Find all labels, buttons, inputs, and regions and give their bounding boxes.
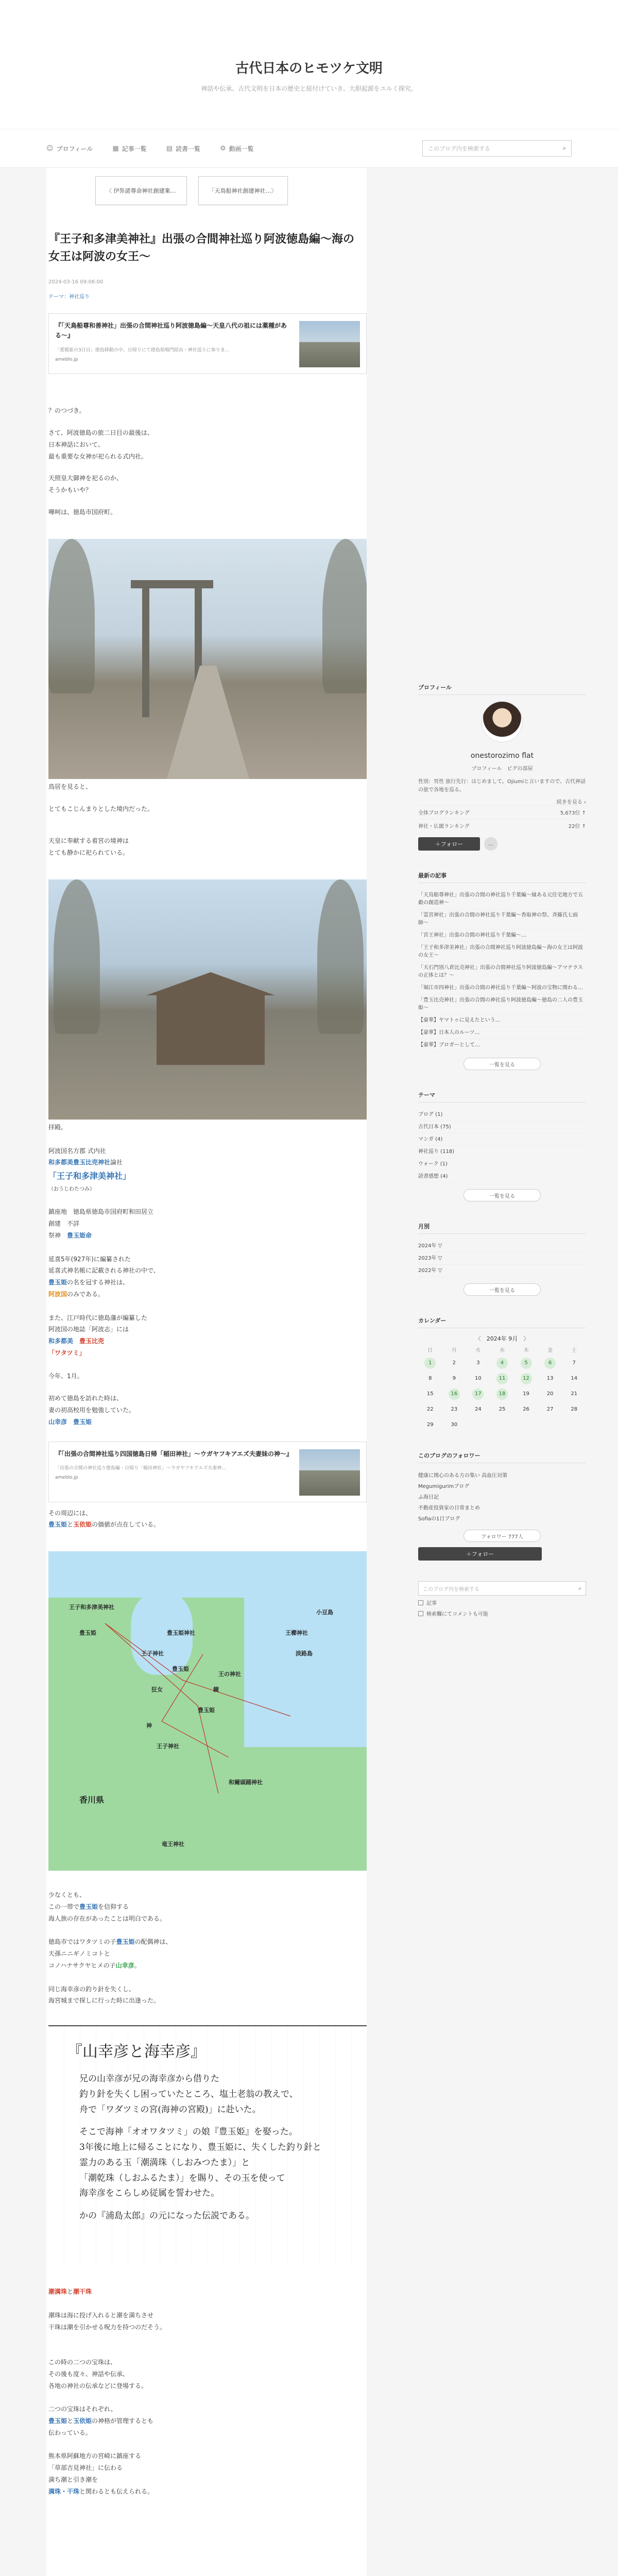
calendar-day: 13 xyxy=(546,1376,554,1381)
link-card-desc: 「出張の合間の神社巡り徳島編・日帰り「稲田神社」〜ウガヤフキアエズ夫妻神… xyxy=(55,1465,227,1471)
calendar-month-nav[interactable]: 〈 2024年 9月 〉 xyxy=(475,1335,529,1342)
calendar-day: 15 xyxy=(426,1391,434,1397)
recent-post-link[interactable]: 【豪華】日本人のルーツ… xyxy=(418,1027,586,1039)
follower-link[interactable]: Sofiaの1日ブログ xyxy=(418,1516,460,1522)
sidebar-search-input[interactable] xyxy=(418,1581,586,1596)
pager xyxy=(46,176,367,205)
tree-shape xyxy=(317,879,364,1034)
calendar-day: 24 xyxy=(475,1406,482,1412)
recent-post-link[interactable]: 「宮王神社」出張の合間の神社巡り千葉編〜… xyxy=(418,929,586,942)
paragraph-6 xyxy=(48,2286,367,2497)
ranking-label: 全体ブログランキング xyxy=(418,810,470,816)
highlight-text: 山幸彦 xyxy=(115,1962,134,1970)
text-line: 満ち潮と引き潮を xyxy=(48,2476,98,2483)
highlight-text: 玉依姫 xyxy=(73,2417,92,2425)
recent-posts-widget xyxy=(418,871,586,1070)
widget-title: 最新の記事 xyxy=(418,871,586,883)
text-line: 創建 不詳 xyxy=(48,1220,80,1228)
archive-year-toggle[interactable]: 2023年 ▽ xyxy=(418,1252,586,1265)
global-nav xyxy=(0,129,618,168)
link-card-title: 『「天鳥船尊和善神社」出張の合間神社巡り阿波徳島編〜天皇八代の祖には薬種がある〜』 xyxy=(55,322,287,340)
text-line: 海宮城まで探しに行った時に出逢った。 xyxy=(48,1997,160,2005)
search-icon[interactable]: ⌕ xyxy=(578,1585,581,1591)
theme-link[interactable]: 古代日本 (75) xyxy=(418,1121,586,1133)
gear-icon: ⚙ xyxy=(220,144,226,152)
ranking-value: 5,673位 ↑ xyxy=(560,810,586,816)
shrine-reading: （おうじわたつみ） xyxy=(48,1186,95,1192)
nav-videos[interactable] xyxy=(220,144,254,153)
option-label: 記事 xyxy=(426,1601,437,1606)
theme-link[interactable]: 神社巡り (118) xyxy=(418,1146,586,1158)
calendar-day: 21 xyxy=(571,1391,578,1397)
main-column xyxy=(46,168,367,2576)
paragraph-5 xyxy=(48,1889,367,2007)
text-line: 潮珠は海に投げ入れると潮を満ちさせ xyxy=(48,2311,154,2319)
nav-label: プロフィール xyxy=(56,145,93,152)
recent-posts-list xyxy=(418,889,586,1052)
text-span: 。 xyxy=(134,1962,141,1970)
text-line: 少なくとも、 xyxy=(48,1891,86,1899)
text-span: コノハナサクヤヒメの子 xyxy=(48,1962,116,1970)
avatar[interactable] xyxy=(482,701,523,742)
highlight-text: 阿波国 xyxy=(48,1290,67,1298)
text-line: その周辺には、 xyxy=(48,1509,92,1517)
calendar-weekday: 木 xyxy=(523,1348,529,1353)
text-line: 延喜式神名帳に記載される神社の中で、 xyxy=(48,1267,160,1275)
followers-count-button[interactable]: フォロワー 777人 xyxy=(464,1530,541,1542)
calendar-day: 3 xyxy=(476,1360,480,1366)
map-label: 豊玉姫 xyxy=(198,1707,215,1714)
shrine-name: 「王子和多津美神社」 xyxy=(48,1171,131,1181)
calendar-widget xyxy=(418,1316,586,1431)
map-label: 豊玉姫 xyxy=(172,1666,189,1673)
quote-line: 「潮乾珠（しおふるたま）」を賜り、その玉を使って xyxy=(79,2173,285,2183)
option-label: 検索欄にてコメントも可能 xyxy=(426,1612,488,1617)
search-option[interactable] xyxy=(418,1609,586,1617)
text-line: とても静かに祀られている。 xyxy=(48,849,129,857)
calendar-weekday: 水 xyxy=(499,1348,505,1353)
follow-button[interactable]: ＋フォロー xyxy=(418,1547,542,1561)
text-line xyxy=(48,496,367,506)
follower-link[interactable]: 健康に関心のある方の集い 高血圧対策 xyxy=(418,1473,508,1479)
text-line xyxy=(48,815,367,825)
calendar-grid xyxy=(418,1346,586,1431)
text-line: 鳥居を見ると、 xyxy=(48,783,92,790)
calendar-weekday: 金 xyxy=(547,1348,553,1353)
highlight-text: 和多都美豊玉比売神社 xyxy=(48,1159,111,1166)
text-line: とてもこじんまりとした境内だった。 xyxy=(48,805,154,812)
ranking-row[interactable] xyxy=(418,805,586,819)
map-label: 豊玉姫神社 xyxy=(167,1630,195,1637)
calendar-day: 26 xyxy=(523,1406,529,1412)
text-line: 天照皇大御神を祀るのか、 xyxy=(48,474,123,482)
quote-line: 兄の山幸彦が兄の海幸彦から借りた xyxy=(79,2074,219,2084)
view-all-button[interactable]: 一覧を見る xyxy=(464,1283,541,1296)
quote-line: そこで海神「オオワタツミ」の娘『豊玉姫』を娶った。 xyxy=(79,2127,298,2138)
paragraph-2 xyxy=(48,781,367,859)
text-line: 海人族の存在があったことは明白である。 xyxy=(48,1914,166,1922)
text-span: 論社 xyxy=(110,1159,123,1166)
highlight-text: 豊玉姫命 xyxy=(67,1231,92,1239)
text-line: そうかもいや？ xyxy=(48,486,92,494)
map-label: 小豆島 xyxy=(316,1609,333,1616)
calendar-day[interactable]: 11 xyxy=(496,1373,508,1384)
calendar-day: 19 xyxy=(523,1391,529,1397)
follower-link[interactable]: Megumigurimブログ xyxy=(418,1484,470,1489)
article xyxy=(46,231,367,2498)
calendar-day: 30 xyxy=(451,1422,458,1428)
ranking-label: 神社・仏閣ランキング xyxy=(418,824,470,829)
map-label: 香川県 xyxy=(79,1795,105,1805)
theme-link[interactable]: ブログ (1) xyxy=(418,1109,586,1121)
calendar-day: 8 xyxy=(428,1376,432,1381)
calendar-day: 25 xyxy=(499,1406,506,1412)
search-option[interactable] xyxy=(418,1599,586,1606)
calendar-day: 29 xyxy=(426,1422,434,1428)
map-label: 神 xyxy=(146,1722,152,1730)
calendar-day: 7 xyxy=(572,1360,576,1366)
theme-link[interactable]: ウォーク (1) xyxy=(418,1158,586,1171)
text-span: と xyxy=(67,2417,74,2425)
widget-title: このブログのフォロワー xyxy=(418,1451,586,1463)
profile-widget xyxy=(418,683,586,851)
calendar-weekday: 月 xyxy=(451,1348,457,1353)
text-line: さて、阿波徳島の旅二日目の最後は、 xyxy=(48,429,153,436)
paragraph-3 xyxy=(48,1122,367,1428)
nav-label: 記事一覧 xyxy=(122,145,147,152)
text-line: 天皇に奉献する着宮の境神は xyxy=(48,837,129,845)
calendar-day: 9 xyxy=(452,1376,456,1381)
search-widget xyxy=(418,1581,586,1617)
highlight-text: 満珠・干珠 xyxy=(48,2487,80,2495)
search-icon[interactable]: ⌕ xyxy=(562,145,566,151)
recent-post-link[interactable]: 「堀江市四神社」出張の合間の神社巡り千葉編〜阿波の宝物に関わる… xyxy=(418,982,586,994)
calendar-day[interactable]: 5 xyxy=(521,1358,532,1369)
map-label: 王の神社 xyxy=(218,1671,241,1678)
calendar-day[interactable]: 4 xyxy=(496,1358,508,1369)
highlight-text: 豊玉姫 xyxy=(73,1418,92,1426)
text-line: 二つの宝珠はそれぞれ、 xyxy=(48,2405,117,2413)
quote-line: 釣り針を失くし困っていたところ、塩土老翁の教えで、 xyxy=(79,2089,298,2099)
link-card-thumbnail xyxy=(299,321,360,367)
link-card-source: ameblo.jp xyxy=(55,1475,78,1480)
recent-post-link[interactable]: 「王子和多津美神社」出張の合間神社巡り阿波徳島編〜海の女王は阿波の女王〜 xyxy=(418,942,586,962)
text-span: と関わるとも伝えられる。 xyxy=(79,2487,154,2495)
quote-box xyxy=(48,2025,367,2267)
calendar-day: 14 xyxy=(571,1376,578,1381)
article-date: 2024-03-16 09:06:00 xyxy=(48,279,104,285)
category-link[interactable]: テーマ：神社巡り xyxy=(48,294,90,300)
photo-shrine xyxy=(48,879,367,1120)
text-line: 阿波国名方郡 式内社 xyxy=(48,1147,106,1155)
ranking-row[interactable] xyxy=(418,819,586,832)
profile-more-link[interactable]: 続きを見る › xyxy=(556,800,586,805)
shrine-shape xyxy=(146,972,275,1065)
text-span: の価値が点在している。 xyxy=(92,1521,160,1529)
widget-title: カレンダー xyxy=(418,1316,586,1328)
text-line: 「草部吉見神社」に伝わる xyxy=(48,2464,123,2472)
highlight-text: 豊玉姫 xyxy=(48,1521,67,1529)
view-all-button[interactable]: 一覧を見る xyxy=(464,1058,541,1070)
follow-button[interactable]: ＋フォロー xyxy=(418,837,480,851)
sidebar xyxy=(418,168,586,2576)
map-label: 鏡 xyxy=(213,1686,219,1693)
link-card-desc: 「愛媛旅の3日目」徳島移動の中、日帰りにて徳島県鳴門経由・神社巡りに参りま… xyxy=(55,347,230,353)
calendar-day: 22 xyxy=(426,1406,434,1412)
recent-post-link[interactable]: 「霊宮神社」出張の合間の神社巡り千葉編〜香取神の祭。斉藤氏七面師〜 xyxy=(418,909,586,929)
map-label: 和爾頭踊神社 xyxy=(229,1779,263,1786)
quote-line: 舟で「ワダツミの宮(海神の宮殿)」に赴いた。 xyxy=(79,2104,261,2115)
map-label: 狂女 xyxy=(151,1686,163,1693)
follow-row xyxy=(418,837,586,851)
theme-link[interactable]: 読書感想 (4) xyxy=(418,1171,586,1183)
link-card-body xyxy=(55,321,293,366)
highlight-text: 豊玉姫 xyxy=(116,1938,135,1946)
text-line: 初めて徳島を訪れた時は、 xyxy=(48,1395,123,1402)
text-line: 今年、1月。 xyxy=(48,1372,83,1380)
text-span: この一帯で xyxy=(48,1903,80,1911)
text-line: 日本神話において、 xyxy=(48,440,104,448)
highlight-text: 豊玉姫 xyxy=(79,1903,98,1911)
tree-shape xyxy=(54,879,100,1034)
text-span: の釣り針を失くし、 xyxy=(79,1985,135,1993)
quote-title: 『山幸彦と海幸彦』 xyxy=(67,2043,206,2061)
calendar-day: 27 xyxy=(546,1406,554,1412)
calendar-day: 10 xyxy=(475,1376,482,1381)
followers-widget xyxy=(418,1451,586,1561)
calendar-day: 23 xyxy=(451,1406,458,1412)
link-card-body xyxy=(55,1449,293,1495)
highlight-text: 潮満珠 xyxy=(48,2288,67,2296)
calendar-day[interactable]: 18 xyxy=(496,1388,508,1400)
quote-body xyxy=(48,2061,367,2224)
calendar-weekday: 日 xyxy=(427,1348,433,1353)
widget-title: プロフィール xyxy=(418,683,586,695)
article-category[interactable] xyxy=(48,292,367,300)
quote-line: 海幸彦をこらしめ従属を誓わせた。 xyxy=(79,2188,219,2199)
map-label: 王子神社 xyxy=(157,1743,179,1750)
highlight-text: 豊玉姫 xyxy=(48,2417,67,2425)
follower-link[interactable]: ふ海日記 xyxy=(418,1495,439,1500)
highlight-text: 豊玉姫 xyxy=(48,1279,67,1286)
recent-post-link[interactable]: 「天鳥船尊神社」出張の合間の神社巡り千葉編〜縁ある元住宅地方で五穀の創造神〜 xyxy=(418,889,586,909)
calendar-day[interactable]: 1 xyxy=(424,1358,436,1369)
text-span: と xyxy=(67,2288,74,2296)
site-header xyxy=(0,0,618,129)
text-span: と xyxy=(67,1521,74,1529)
article-title: 『王子和多津美神社』出張の合間神社巡り阿波徳島編〜海の女王は阿波の女王〜 xyxy=(48,233,355,264)
recent-post-link[interactable]: 【豪華】ブロガーとして… xyxy=(418,1039,586,1052)
text-line: 各地の神社の伝承などに登場する。 xyxy=(48,2382,148,2389)
ranking-value: 22位 ↑ xyxy=(568,824,586,829)
site-title[interactable]: 古代日本のヒモツケ文明 xyxy=(235,61,383,76)
text-line: 阿波国の地誌「阿波志」には xyxy=(48,1326,129,1333)
search-placeholder: このブログ内を検索する xyxy=(428,145,490,152)
checkbox-icon[interactable] xyxy=(418,1611,423,1616)
paragraph-4 xyxy=(48,1507,367,1531)
text-line: ？のつづき。 xyxy=(48,407,85,415)
followers-list xyxy=(418,1469,586,1523)
user-icon: ☺ xyxy=(46,144,54,152)
site-description: 神話や伝承、古代文明を日本の歴史と紐付けていき、大胆起源をユルく探究。 xyxy=(201,85,417,92)
paragraph-intro xyxy=(48,405,367,518)
calendar-day: 20 xyxy=(546,1391,554,1397)
widget-title: テーマ xyxy=(418,1091,586,1103)
text-span: のみである。 xyxy=(67,1290,105,1298)
text-line xyxy=(48,1382,367,1393)
profile-links[interactable]: プロフィール ピグの部屋 xyxy=(471,766,533,772)
shrine-map xyxy=(48,1551,367,1871)
archive-widget xyxy=(418,1222,586,1296)
profile-text: 性別：男性 旅行先行：はじめまして。Ojiumiと言いますので、古代神話の旅で各地を巡る。 xyxy=(418,779,586,793)
text-line xyxy=(48,417,367,427)
calendar-weekday: 土 xyxy=(571,1348,577,1353)
nav-books[interactable] xyxy=(166,144,200,153)
nav-label: 動画一覧 xyxy=(229,145,254,152)
grid-icon: ▦ xyxy=(112,144,119,152)
map-label: 淡路島 xyxy=(296,1650,313,1657)
archive-list xyxy=(418,1240,586,1277)
archive-year-toggle[interactable]: 2024年 ▽ xyxy=(418,1240,586,1252)
themes-list xyxy=(418,1109,586,1183)
link-card-thumbnail xyxy=(299,1449,360,1496)
text-span: の神格が管理するとも xyxy=(92,2417,154,2425)
map-label: 竜王神社 xyxy=(162,1841,184,1848)
text-line: 最も重要な女神が祀られる式内社。 xyxy=(48,452,148,460)
next-article-button[interactable]: 「天鳥船神社創建神社…〉 xyxy=(198,176,288,205)
link-card-title: 『「出張の合間神社巡り四国徳島日帰「稲田神社」〜ウガヤフキアエズ夫妻妹の神〜』 xyxy=(55,1450,293,1458)
photo-torii xyxy=(48,539,367,779)
map-label: 王櫛神社 xyxy=(285,1630,308,1637)
highlight-text: 玉依姫 xyxy=(73,1521,92,1529)
text-line: 天孫ニニギノミコトと xyxy=(48,1950,110,1958)
highlight-text: 豊玉比売 xyxy=(79,1337,105,1345)
text-line: 妻の初高校用を勉強していた。 xyxy=(48,1406,135,1414)
quote-line: 霊力のある玉「潮満珠（しおみつたま）」と xyxy=(79,2157,250,2168)
text-line: 伝わっている。 xyxy=(48,2429,92,2436)
follow-row xyxy=(418,1547,586,1561)
text-line: 熊本県阿蘇地方の宮崎に鎮座する xyxy=(48,2452,142,2460)
text-line xyxy=(48,825,367,835)
text-line xyxy=(48,462,367,472)
text-span: を信仰する xyxy=(98,1903,129,1911)
text-line: 延喜5年(927年)に編纂された xyxy=(48,1255,131,1263)
nav-articles[interactable] xyxy=(112,144,146,153)
calendar-weekday: 火 xyxy=(475,1348,481,1353)
highlight-text: 山幸彦 xyxy=(48,1418,67,1426)
widget-title: 月別 xyxy=(418,1222,586,1234)
recent-post-link[interactable]: 「天石門別八倉比売神社」出張の合間神社巡り阿波徳島編〜アマテラスの正体とは？〜 xyxy=(418,962,586,982)
text-line: 鎮座地 徳島県徳島市国府町和田居立 xyxy=(48,1208,154,1216)
text-line: 拝殿。 xyxy=(48,1123,67,1131)
text-span: の名を冠する神社は、 xyxy=(67,1279,129,1286)
link-card[interactable] xyxy=(48,1442,367,1502)
view-all-button[interactable]: 一覧を見る xyxy=(464,1189,541,1201)
calendar-day[interactable]: 12 xyxy=(521,1373,532,1384)
quote-line: かの『浦島太郎』の元になった伝説である。 xyxy=(79,2211,254,2222)
text-line: また、江戸時代に徳島藩が編纂した xyxy=(48,1314,148,1321)
tree-shape xyxy=(322,539,367,693)
map-label: 王子和多津美神社 xyxy=(69,1604,114,1611)
highlight-text: 「ワタツミ」 xyxy=(48,1349,85,1357)
themes-widget xyxy=(418,1091,586,1201)
nav-label: 読書一覧 xyxy=(175,145,200,152)
text-line: 嘩呵は、徳島市国府町。 xyxy=(48,508,117,516)
text-line: 干珠は潮を引かせる呪力を持つのだそう。 xyxy=(48,2323,166,2331)
checkbox-icon[interactable] xyxy=(418,1600,423,1605)
prev-article-button[interactable]: 〈 伊弉諾尊命神社創建案… xyxy=(95,176,187,205)
calendar-day[interactable]: 16 xyxy=(449,1388,460,1400)
text-line xyxy=(48,793,367,803)
highlight-text: 和多都美 xyxy=(48,1337,74,1345)
tree-shape xyxy=(48,539,95,693)
calendar-day[interactable]: 17 xyxy=(472,1388,484,1400)
highlight-text: 潮干珠 xyxy=(73,2288,92,2296)
recent-post-link[interactable]: 【豪華】ヤマトゥに見えたという… xyxy=(418,1014,586,1027)
nav-profile[interactable] xyxy=(46,144,93,153)
follower-link[interactable]: 不動産投資家の日常まとめ xyxy=(418,1505,480,1511)
link-card[interactable] xyxy=(48,313,367,374)
more-options-button[interactable]: … xyxy=(484,837,497,851)
link-card-source: ameblo.jp xyxy=(55,357,78,362)
recent-post-link[interactable]: 「豊玉比売神社」出張の合間の神社巡り阿波徳島編〜徳島の二人の豊玉姫〜 xyxy=(418,994,586,1014)
map-label: 豊玉姫 xyxy=(79,1630,96,1637)
theme-link[interactable]: マンガ (4) xyxy=(418,1133,586,1146)
book-icon: ▤ xyxy=(166,144,173,152)
text-line: その後も度々、神話や伝承、 xyxy=(48,2370,129,2378)
text-span: 同じ海幸彦 xyxy=(48,1985,80,1993)
text-span: の配偶神は、 xyxy=(134,1938,172,1946)
search-placeholder: このブログ内を検索する xyxy=(423,1586,479,1592)
profile-name[interactable]: onestorozimo flat xyxy=(470,752,534,760)
text-span: 祭神 xyxy=(48,1231,61,1239)
text-line: この時の二つの宝珠は、 xyxy=(48,2359,117,2366)
calendar-day: 2 xyxy=(452,1360,456,1366)
quote-line: 3年後に地上に帰ることになり、豊玉姫に、失くした釣り針と xyxy=(79,2142,321,2153)
calendar-day: 28 xyxy=(571,1406,578,1412)
calendar-day[interactable]: 6 xyxy=(544,1358,556,1369)
map-label: 王子神社 xyxy=(141,1650,164,1657)
search-input[interactable] xyxy=(422,140,572,157)
archive-year-toggle[interactable]: 2022年 ▽ xyxy=(418,1265,586,1277)
text-span: 徳島市ではワタツミの子 xyxy=(48,1938,116,1946)
